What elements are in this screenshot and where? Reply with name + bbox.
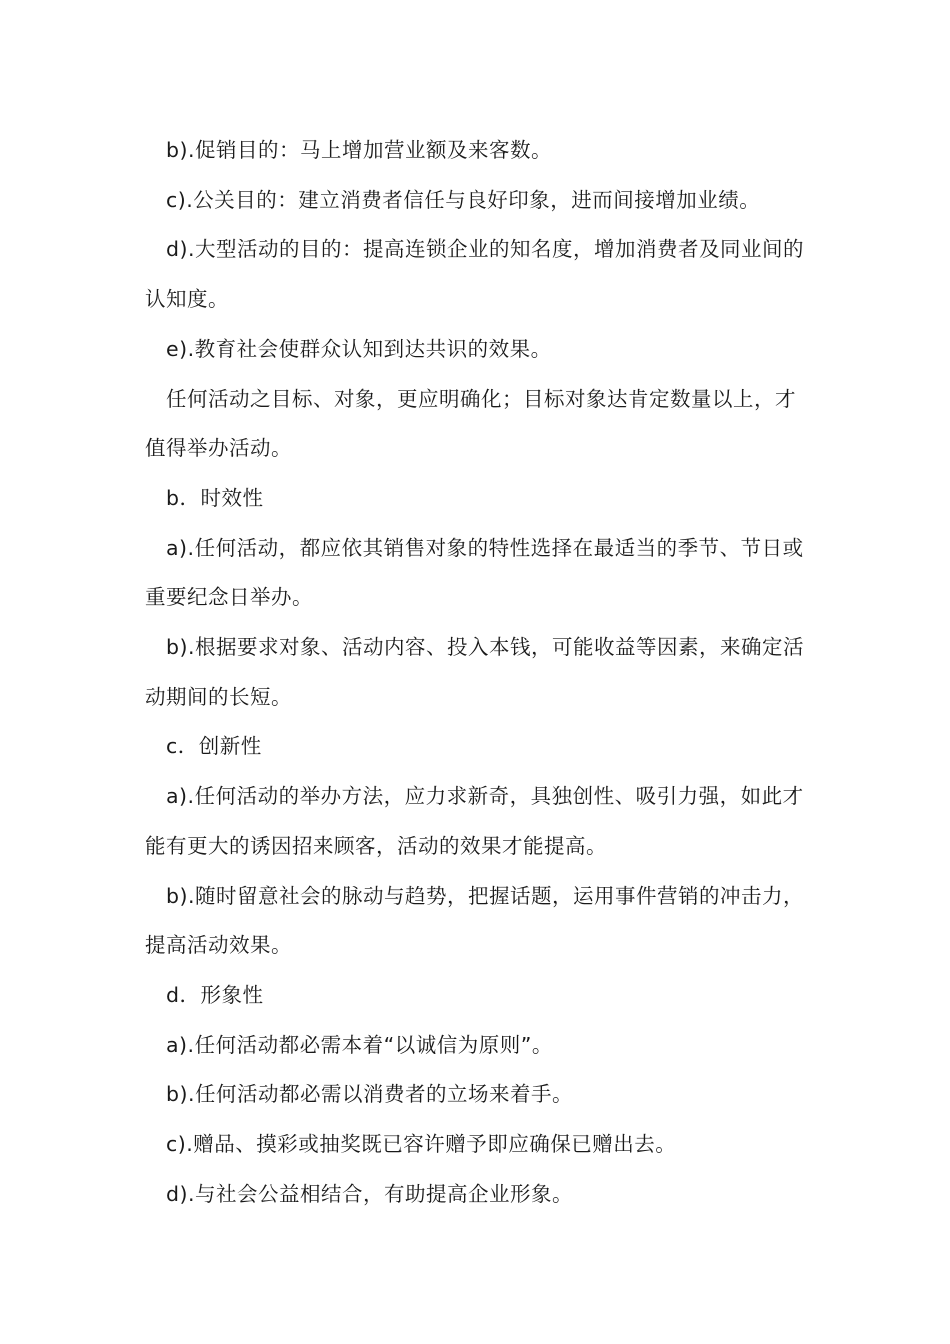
paragraph-large-event-purpose: d).大型活动的目的：提高连锁企业的知名度，增加消费者及同业间的认知度。 (145, 237, 805, 312)
heading-timeliness: b．时效性 (166, 485, 264, 510)
paragraph-promotion-purpose: b).促销目的：马上增加营业额及来客数。 (166, 138, 553, 162)
paragraph-education-purpose: e).教育社会使群众认知到达共识的效果。 (166, 336, 552, 361)
heading-innovation: c．创新性 (166, 734, 262, 759)
paragraph-pr-purpose: c).公关目的：建立消费者信任与良好印象，进而间接增加业绩。 (166, 187, 761, 212)
paragraph-image-c: c).赠品、摸彩或抽奖既已容许赠予即应确保已赠出去。 (166, 1132, 677, 1157)
paragraph-image-d: d).与社会公益相结合，有助提高企业形象。 (166, 1181, 574, 1206)
document-body (145, 126, 815, 1219)
heading-image: d．形象性 (166, 982, 264, 1007)
paragraph-target-clarity: 任何活动之目标、对象，更应明确化；目标对象达肯定数量以上，才值得举办活动。 (145, 386, 796, 461)
paragraph-image-b: b).任何活动都必需以消费者的立场来着手。 (166, 1082, 574, 1107)
paragraph-image-a: a).任何活动都必需本着“以诚信为原则”。 (166, 1032, 553, 1057)
paragraph-innovation-b: b).随时留意社会的脉动与趋势，把握话题，运用事件营销的冲击力，提高活动效果。 (145, 883, 805, 958)
paragraph-innovation-a: a).任何活动的举办方法，应力求新奇，具独创性、吸引力强，如此才能有更大的诱因招来顾客，活动的效果才能提高。 (145, 784, 804, 858)
paragraph-timeliness-b: b).根据要求对象、活动内容、投入本钱，可能收益等因素，来确定活动期间的长短。 (145, 635, 805, 709)
paragraph-timeliness-a: a).任何活动，都应依其销售对象的特性选择在最适当的季节、节日或重要纪念日举办。 (145, 535, 804, 610)
